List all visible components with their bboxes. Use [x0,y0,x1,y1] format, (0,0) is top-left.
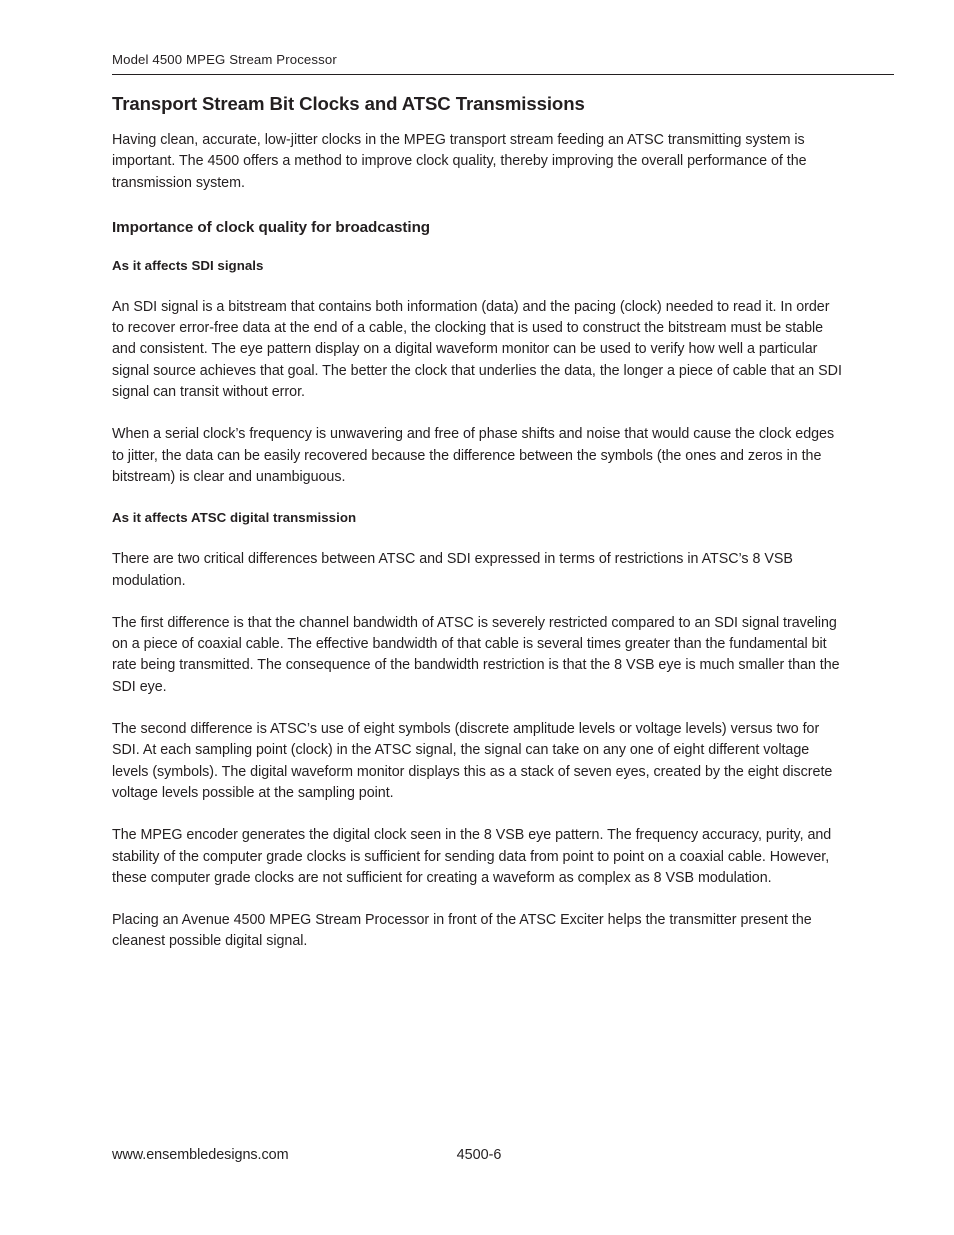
header-divider-rule [112,74,894,75]
paragraph-sdi-bitstream: An SDI signal is a bitstream that contains both information (data) and the pacing (clock) needed to read it. In order to recover error-free data at the end of a cable, the clocking that is used to construct the bitstream must be stable and consistent. The eye pattern display on a digital waveform monitor can be used to verify how well a particular signal source achieves that goal. The better the clock that underlies the data, the longer a piece of cable that an SDI signal can transit without error. [112,298,842,401]
paragraph-second-difference-symbols: The second difference is ATSC’s use of eight symbols (discrete amplitude levels or voltage levels) versus two for SDI. At each sampling point (clock) in the ATSC signal, the signal can take on any one of eight different voltage levels (symbols). The digital waveform monitor displays this as a stack of seven eyes, created by the eight discrete voltage levels possible at the sampling point. [112,721,833,801]
paragraph-two-critical-differences: There are two critical differences between ATSC and SDI expressed in terms of restrictions in ATSC’s 8 VSB modulation. [112,551,793,589]
subheading-sdi-signals: As it affects SDI signals [112,257,264,273]
running-header [112,52,894,68]
document-content [112,92,843,953]
intro-paragraph: Having clean, accurate, low-jitter clocks in the MPEG transport stream feeding an ATSC transmitting system is important. The 4500 offers a method to improve clock quality, thereby improving the overall performance of the transmission system. [112,132,807,191]
paragraph-placing-avenue-4500: Placing an Avenue 4500 MPEG Stream Processor in front of the ATSC Exciter helps the transmitter present the cleanest possible digital signal. [112,912,812,950]
section-heading-importance: Importance of clock quality for broadcasting [112,218,431,236]
footer-website-link[interactable]: www.ensembledesigns.com [112,1147,289,1163]
page-title: Transport Stream Bit Clocks and ATSC Transmissions [112,93,585,114]
paragraph-first-difference-bandwidth: The first difference is that the channel bandwidth of ATSC is severely restricted compared to an SDI signal traveling on a piece of coaxial cable. The effective bandwidth of that cable is several times greater than the fundamental bit rate being transmitted. The consequence of the bandwidth restriction is that the 8 VSB eye is much smaller than the SDI eye. [112,614,840,695]
footer-page-number: 4500-6 [456,1147,502,1163]
subheading-atsc-digital-transmission: As it affects ATSC digital transmission [112,510,357,526]
paragraph-serial-clock-jitter: When a serial clock’s frequency is unwavering and free of phase shifts and noise that would cause the clock edges to jitter, the data can be easily recovered because the difference between the symbols (the ones and zeros in the bitstream) is clear and unambiguous. [112,426,835,485]
running-header-title: Model 4500 MPEG Stream Processor [112,52,337,67]
page-footer [0,1145,954,1167]
paragraph-mpeg-encoder-clock: The MPEG encoder generates the digital clock seen in the 8 VSB eye pattern. The frequency accuracy, purity, and stability of the computer grade clocks is sufficient for sending data from point to point on a coaxial cable. However, these computer grade clocks are not sufficient for creating a waveform as complex as 8 VSB modulation. [112,827,832,886]
